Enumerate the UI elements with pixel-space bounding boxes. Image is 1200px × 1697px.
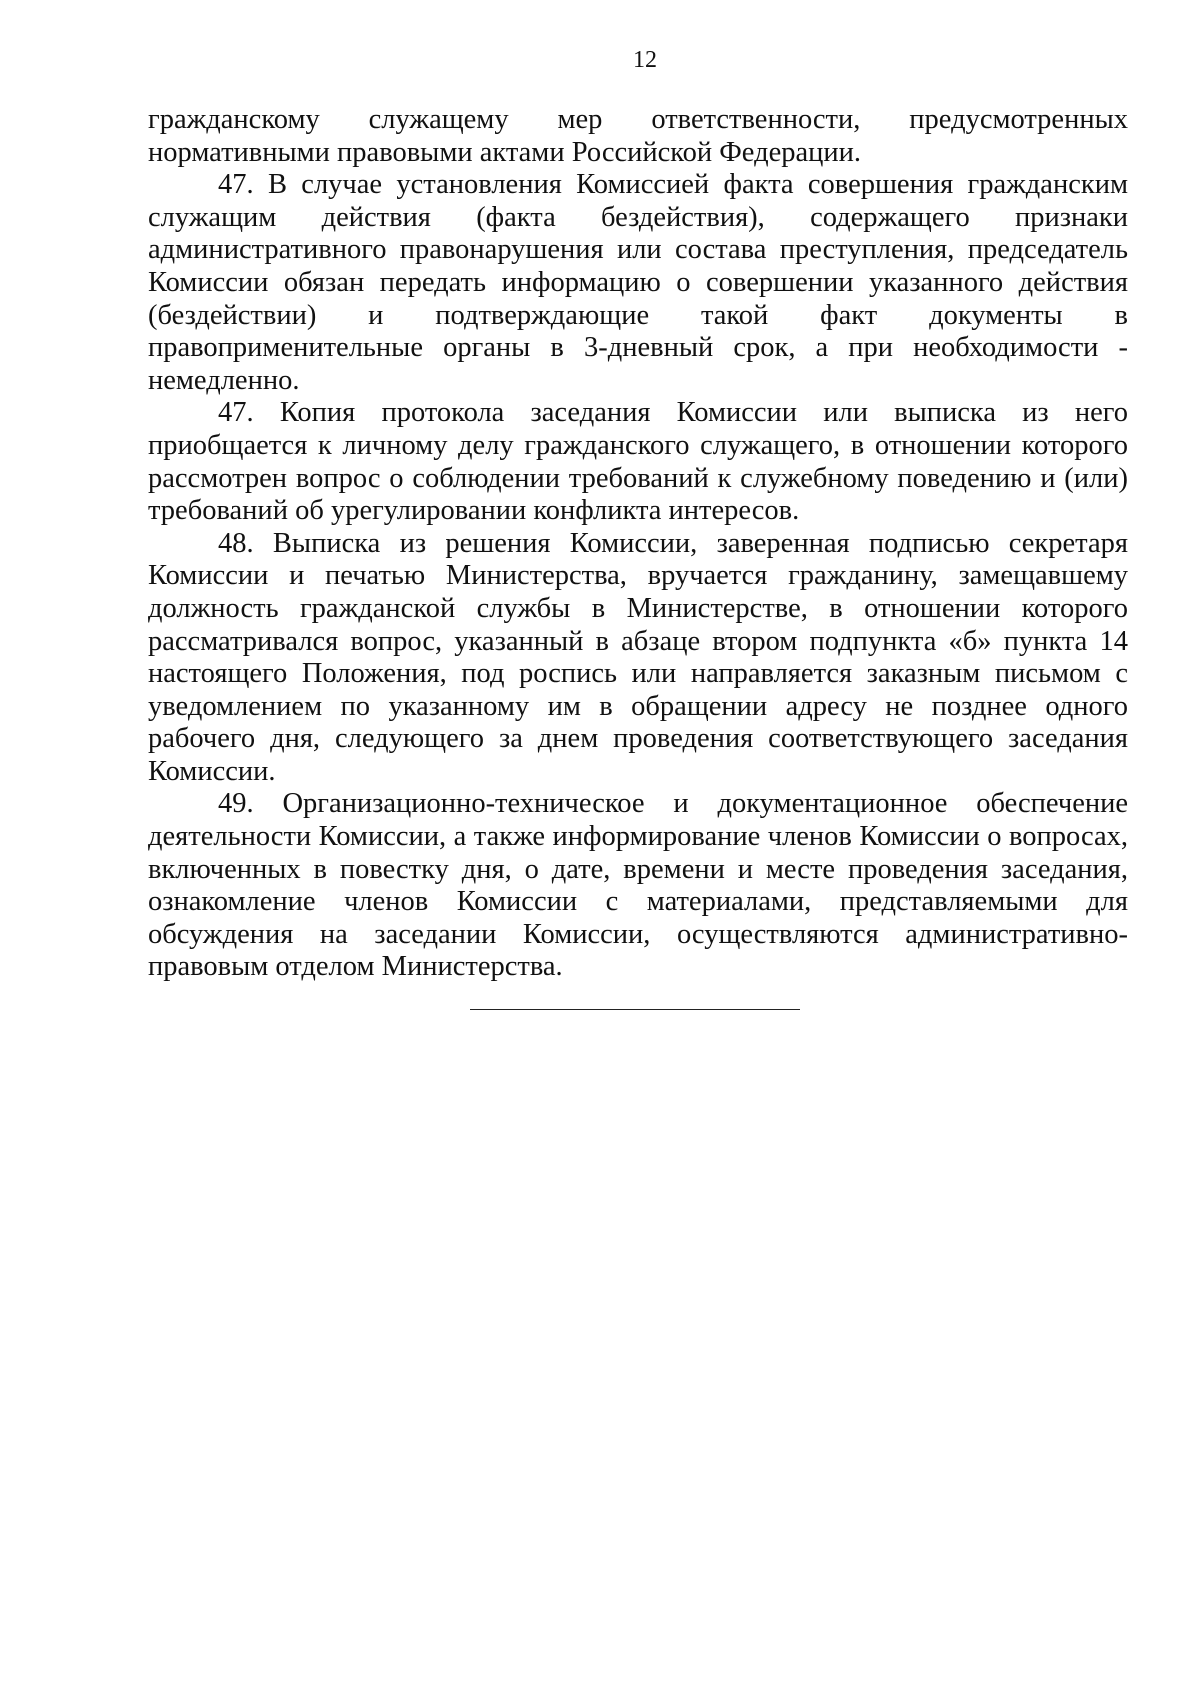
page-number: 12: [633, 47, 657, 73]
paragraph-49-organizational-support: 49. Организационно-техническое и документационное обеспечение деятельности Комиссии, а также информирование членов Комиссии о вопросах, включенных в повестку дня, о дате, времени и месте проведения заседания, ознакомление членов Комиссии с материалами, представляемыми для обсуждения на заседании Комиссии, осуществляются административно-правовым отделом Министерства.: [148, 788, 1128, 983]
end-of-document-rule: [470, 1009, 800, 1010]
paragraph-47-offense-reporting: 47. В случае установления Комиссией факта совершения гражданским служащим действия (факта бездействия), содержащего признаки административного правонарушения или состава преступления, председатель Комиссии обязан передать информацию о совершении указанного действия (бездействии) и подтверждающие такой факт документы в правоприменительные органы в 3-дневный срок, а при необходимости - немедленно.: [148, 169, 1128, 396]
paragraph-continuation: гражданскому служащему мер ответственности, предусмотренных нормативными правовыми актами Российской Федерации.: [148, 104, 1128, 168]
document-body: [148, 104, 1128, 984]
paragraph-48-decision-extract: 48. Выписка из решения Комиссии, заверенная подписью секретаря Комиссии и печатью Министерства, вручается гражданину, замещавшему должность гражданской службы в Министерстве, в отношении которого рассматривался вопрос, указанный в абзаце втором подпункта «б» пункта 14 настоящего Положения, под роспись или направляется заказным письмом с уведомлением по указанному им в обращении адресу не позднее одного рабочего дня, следующего за днем проведения соответствующего заседания Комиссии.: [148, 527, 1128, 787]
paragraph-47-protocol-copy: 47. Копия протокола заседания Комиссии или выписка из него приобщается к личному делу гражданского служащего, в отношении которого рассмотрен вопрос о соблюдении требований к служебному поведению и (или) требований об урегулировании конфликта интересов.: [148, 397, 1128, 527]
